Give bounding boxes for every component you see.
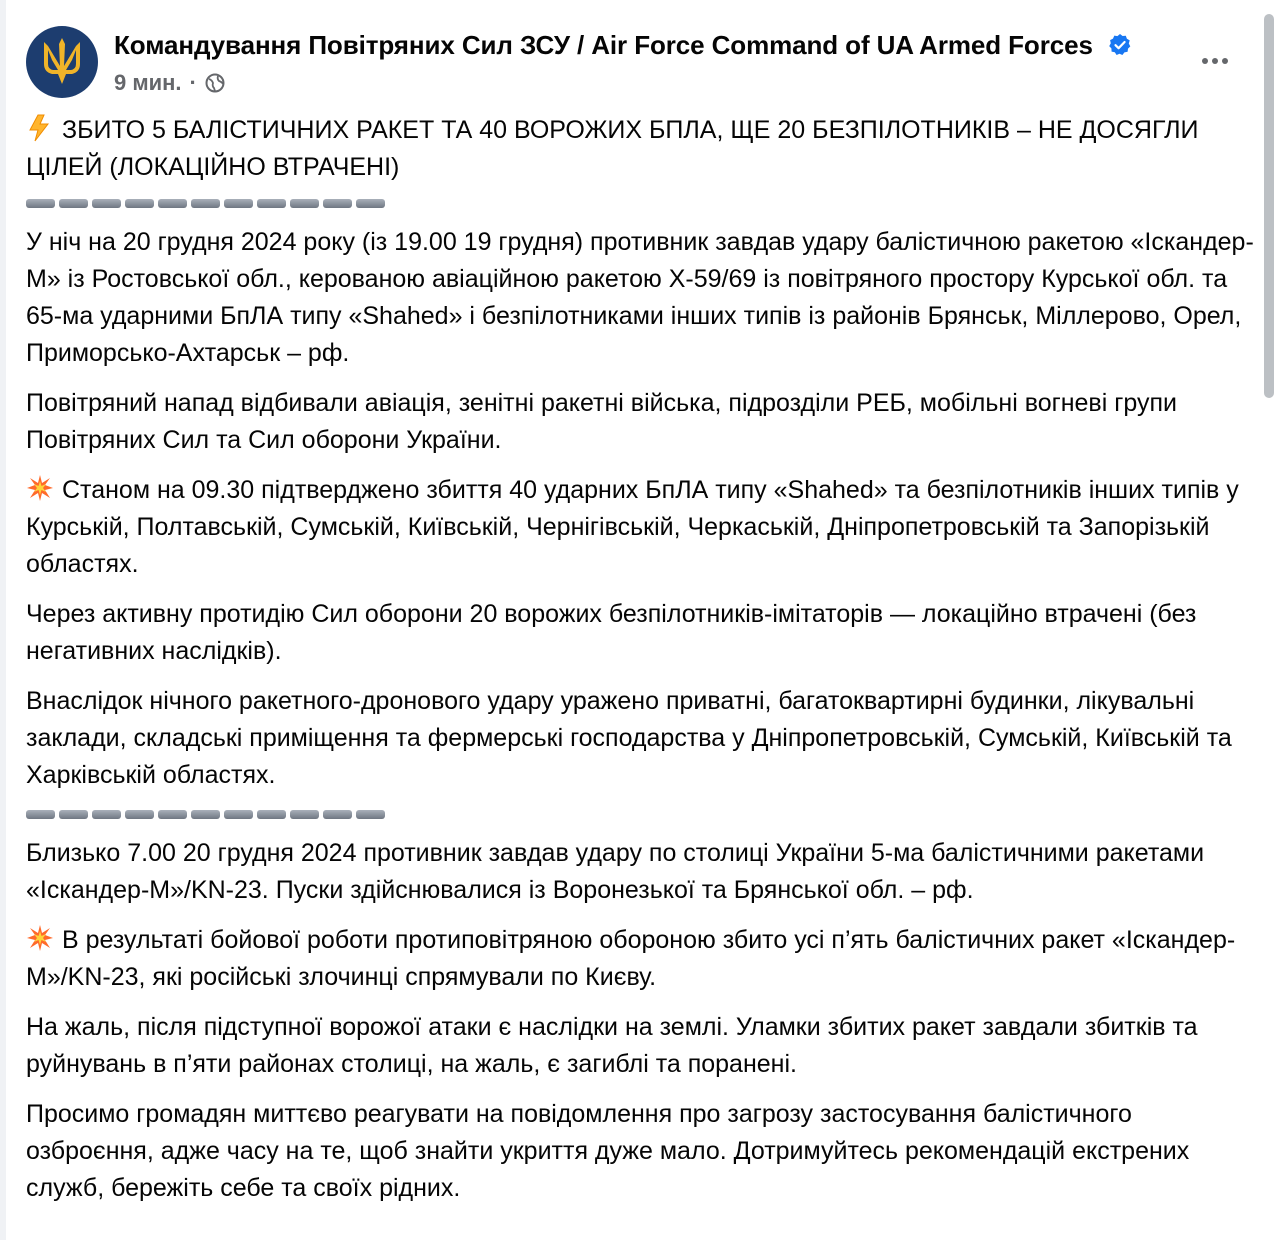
divider-segment <box>356 199 385 208</box>
divider-segment <box>125 810 154 819</box>
divider-segment <box>26 810 55 819</box>
divider-emoji-row <box>26 807 1260 821</box>
paragraph-missiles-downed-text: В результаті бойової роботи протиповітряною обороною збито усі п’ять балістичних ракет «Іскандер-М»/KN-23, які російські злочинці спрямували по Києву. <box>26 926 1236 991</box>
meta-separator: · <box>189 70 197 95</box>
divider-segment <box>158 199 187 208</box>
more-options-button[interactable] <box>1198 46 1232 76</box>
page-name-text[interactable]: Командування Повітряних Сил ЗСУ / Air Force Command of UA Armed Forces <box>114 30 1093 60</box>
divider-segment <box>191 199 220 208</box>
divider-segment <box>59 810 88 819</box>
divider-segment <box>26 199 55 208</box>
scrollbar-thumb[interactable] <box>1264 14 1274 398</box>
verified-badge-icon <box>1108 33 1132 57</box>
divider-segment <box>191 810 220 819</box>
more-options-icon-dot <box>1222 58 1228 64</box>
paragraph-damage: Внаслідок нічного ракетного-дронового удару уражено приватні, багатоквартирні будинки, лікувальні заклади, складські приміщення та фермерські господарства у Дніпропетровській, Сумській, Київській та Харківській областях. <box>26 687 1232 789</box>
paragraph-decoys-lost: Через активну протидію Сил оборони 20 ворожих безпілотників-імітаторів — локаційно втрачені (без негативних наслідків). <box>26 600 1197 665</box>
divider-segment <box>125 199 154 208</box>
divider-segment <box>224 810 253 819</box>
divider-segment <box>290 199 319 208</box>
divider-segment <box>59 199 88 208</box>
paragraph-casualties: На жаль, після підступної ворожої атаки є наслідки на землі. Уламки збитих ракет завдали збитків та руйнувань в п’яти районах столиці, на жаль, є загиблі та поранені. <box>26 1013 1198 1078</box>
post-body <box>26 112 1260 1220</box>
divider-segment <box>290 810 319 819</box>
divider-segment <box>158 810 187 819</box>
divider-segment <box>257 810 286 819</box>
globe-icon <box>205 73 225 93</box>
divider-emoji-row <box>26 196 1260 210</box>
headline-text: ЗБИТО 5 БАЛІСТИЧНИХ РАКЕТ ТА 40 ВОРОЖИХ БПЛА, ЩЕ 20 БЕЗПІЛОТНИКІВ – НЕ ДОСЯГЛИ ЦІЛЕЙ (ЛОКАЦІЙНО ВТРАЧЕНІ) <box>26 116 1199 181</box>
paragraph-attack-summary: У ніч на 20 грудня 2024 року (із 19.00 19 грудня) противник завдав удару балістичною ракетою «Іскандер-М» із Ростовської обл., керованою авіаційною ракетою Х-59/69 із повітряного простору Курської обл. та 65-ма ударними БпЛА типу «Shahed» і безпілотниками інших типів із районів Брянськ, Міллерово, Орел, Приморсько-Ахтарськ – рф. <box>26 228 1254 367</box>
explosion-emoji-icon <box>26 474 54 502</box>
trident-icon <box>40 36 84 88</box>
divider-segment <box>356 810 385 819</box>
facebook-post <box>6 0 1260 1240</box>
paragraph-drones-downed-text: Станом на 09.30 підтверджено збиття 40 ударних БпЛА типу «Shahed» та безпілотників інших типів у Курській, Полтавській, Сумській, Київській, Чернігівській, Черкаській, Дніпропетровській та Запорізькій областях. <box>26 476 1239 578</box>
post-headline <box>26 112 1260 186</box>
paragraph-defense-forces: Повітряний напад відбивали авіація, зенітні ракетні війська, підрозділи РЕБ, мобільні вогневі групи Повітряних Сил та Сил оборони України. <box>26 389 1177 454</box>
divider-segment <box>323 810 352 819</box>
page-name[interactable] <box>114 30 1132 61</box>
post-timestamp[interactable]: 9 мин. <box>114 70 182 95</box>
post-meta <box>114 70 225 96</box>
page-avatar[interactable] <box>26 26 98 98</box>
paragraph-kyiv-strike: Близько 7.00 20 грудня 2024 противник завдав удару по столиці України 5-ма балістичними ракетами «Іскандер-М»/KN-23. Пуски здійснювалися із Воронезької та Брянської обл. – рф. <box>26 839 1205 904</box>
more-options-icon-dot <box>1212 58 1218 64</box>
explosion-emoji-icon <box>26 924 54 952</box>
post-header <box>26 24 1256 104</box>
paragraph-drones-downed <box>26 472 1260 583</box>
more-options-icon <box>1202 58 1208 64</box>
divider-segment <box>323 199 352 208</box>
divider-segment <box>92 810 121 819</box>
scrollbar[interactable] <box>1262 0 1276 1240</box>
paragraph-appeal: Просимо громадян миттєво реагувати на повідомлення про загрозу застосування балістичного озброєння, адже часу на те, щоб знайти укриття дуже мало. Дотримуйтесь рекомендацій екстрених служб, бережіть себе та своїх рідних. <box>26 1100 1190 1202</box>
divider-segment <box>224 199 253 208</box>
divider-segment <box>92 199 121 208</box>
lightning-emoji-icon <box>26 114 54 142</box>
paragraph-missiles-downed <box>26 922 1260 996</box>
divider-segment <box>257 199 286 208</box>
